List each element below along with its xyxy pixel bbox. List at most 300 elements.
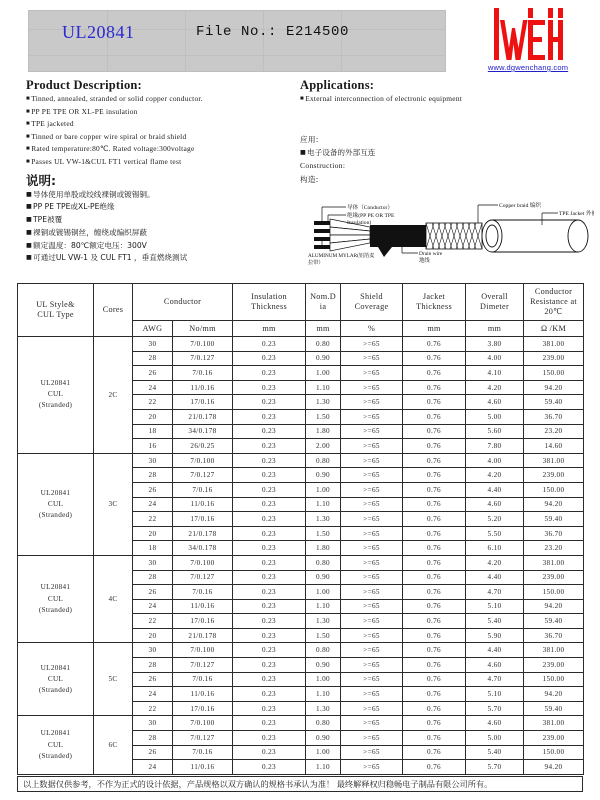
unit-nom-dia: mm [306, 321, 341, 337]
cell-awg: 26 [133, 366, 173, 381]
cell-conductor-resistance: 59.40 [524, 614, 584, 629]
construction-label-cn: 构造: [300, 175, 319, 185]
cell-conductor-resistance: 94.20 [524, 760, 584, 775]
cell-ul-style-l3: (Stranded) [38, 401, 73, 410]
cell-jacket-thickness: 0.76 [403, 745, 466, 760]
applications-list [300, 95, 596, 102]
cell-ul-style-l1: UL20841 [40, 488, 71, 497]
cell-shield-coverage: >=65 [341, 482, 403, 497]
cell-no-mm: 11/0.16 [173, 687, 233, 702]
col-shield-coverage-l2: Coverage [354, 302, 389, 311]
cell-shield-coverage: >=65 [341, 395, 403, 410]
cell-conductor-resistance: 239.00 [524, 468, 584, 483]
cell-insulation-thickness: 0.23 [233, 687, 306, 702]
cell-awg: 24 [133, 380, 173, 395]
cell-no-mm: 7/0.16 [173, 672, 233, 687]
cell-ul-style-l3: (Stranded) [38, 751, 73, 760]
cell-awg: 24 [133, 497, 173, 512]
cell-overall-dimeter: 5.50 [466, 526, 524, 541]
cell-shield-coverage: >=65 [341, 599, 403, 614]
cell-shield-coverage: >=65 [341, 526, 403, 541]
cell-nom-dia: 1.30 [306, 395, 341, 410]
company-website-link[interactable]: www.dgwenchang.com [487, 63, 569, 72]
cell-nom-dia: 1.80 [306, 541, 341, 556]
cell-shield-coverage: >=65 [341, 468, 403, 483]
diagram-label-braid: Copper braid 编织 [499, 203, 541, 210]
cell-awg: 18 [133, 424, 173, 439]
cell-shield-coverage: >=65 [341, 453, 403, 468]
cell-awg: 22 [133, 614, 173, 629]
cell-no-mm: 34/0.178 [173, 424, 233, 439]
cell-overall-dimeter: 6.10 [466, 541, 524, 556]
cell-nom-dia: 0.80 [306, 643, 341, 658]
product-description-title: Product Description: [26, 78, 142, 92]
cell-jacket-thickness: 0.76 [403, 380, 466, 395]
cell-no-mm: 11/0.16 [173, 760, 233, 775]
cell-awg: 26 [133, 482, 173, 497]
table-row [18, 555, 584, 570]
cell-no-mm: 7/0.100 [173, 643, 233, 658]
cell-jacket-thickness: 0.76 [403, 716, 466, 731]
cell-no-mm: 34/0.178 [173, 541, 233, 556]
cell-nom-dia: 0.90 [306, 570, 341, 585]
cell-insulation-thickness: 0.23 [233, 409, 306, 424]
cell-nom-dia: 0.80 [306, 716, 341, 731]
cell-awg: 28 [133, 468, 173, 483]
cell-conductor-resistance: 239.00 [524, 351, 584, 366]
cell-conductor-resistance: 59.40 [524, 512, 584, 527]
unit-overall: mm [466, 321, 524, 337]
cell-shield-coverage: >=65 [341, 628, 403, 643]
description-cn-list [26, 191, 311, 263]
col-nom-dia-l2: ia [319, 302, 327, 311]
cell-jacket-thickness: 0.76 [403, 701, 466, 716]
cell-awg: 28 [133, 570, 173, 585]
left-info-column [26, 78, 311, 267]
cell-shield-coverage: >=65 [341, 614, 403, 629]
cell-overall-dimeter: 4.20 [466, 468, 524, 483]
cell-conductor-resistance: 36.70 [524, 409, 584, 424]
cell-no-mm: 17/0.16 [173, 701, 233, 716]
cell-overall-dimeter: 4.00 [466, 351, 524, 366]
cell-no-mm: 21/0.178 [173, 628, 233, 643]
cell-jacket-thickness: 0.76 [403, 555, 466, 570]
cell-nom-dia: 0.80 [306, 555, 341, 570]
info-section [0, 78, 600, 276]
cell-insulation-thickness: 0.23 [233, 453, 306, 468]
cell-shield-coverage: >=65 [341, 687, 403, 702]
cell-insulation-thickness: 0.23 [233, 497, 306, 512]
cell-overall-dimeter: 5.40 [466, 745, 524, 760]
cell-cores: 6C [94, 716, 133, 774]
cell-awg: 30 [133, 337, 173, 352]
cell-shield-coverage: >=65 [341, 716, 403, 731]
cell-nom-dia: 1.30 [306, 614, 341, 629]
list-item: ■ Rated temperature:80℃. Rated voltage:300voltage [26, 145, 311, 152]
cell-insulation-thickness: 0.23 [233, 482, 306, 497]
cell-shield-coverage: >=65 [341, 643, 403, 658]
cell-ul-style-l2: CUL [47, 499, 64, 508]
cell-conductor-resistance: 381.00 [524, 555, 584, 570]
cell-overall-dimeter: 4.20 [466, 380, 524, 395]
cell-conductor-resistance: 94.20 [524, 380, 584, 395]
cell-jacket-thickness: 0.76 [403, 424, 466, 439]
cell-conductor-resistance: 381.00 [524, 716, 584, 731]
cell-nom-dia: 0.80 [306, 453, 341, 468]
cell-nom-dia: 1.00 [306, 482, 341, 497]
cell-ul-style [18, 555, 94, 643]
cell-nom-dia: 1.10 [306, 760, 341, 775]
construction-label: Construction: [300, 161, 346, 171]
cell-insulation-thickness: 0.23 [233, 351, 306, 366]
col-jacket-thickness-l2: Thickness [416, 302, 452, 311]
cell-conductor-resistance: 94.20 [524, 599, 584, 614]
cell-jacket-thickness: 0.76 [403, 658, 466, 673]
col-conductor-resistance-l2: Resistance at [530, 296, 577, 306]
cell-nom-dia: 1.00 [306, 585, 341, 600]
cell-shield-coverage: >=65 [341, 555, 403, 570]
cell-insulation-thickness: 0.23 [233, 439, 306, 454]
cell-insulation-thickness: 0.23 [233, 745, 306, 760]
cell-ul-style-l3: (Stranded) [38, 686, 73, 695]
right-info-column [300, 78, 596, 272]
cell-jacket-thickness: 0.76 [403, 468, 466, 483]
diagram-label-conductor: 导体（Conductor） [347, 205, 393, 212]
cell-ul-style-l1: UL20841 [40, 379, 71, 388]
cell-conductor-resistance: 150.00 [524, 366, 584, 381]
cell-jacket-thickness: 0.76 [403, 482, 466, 497]
cell-insulation-thickness: 0.23 [233, 628, 306, 643]
cell-shield-coverage: >=65 [341, 366, 403, 381]
cell-ul-style-l2: CUL [47, 594, 64, 603]
cell-no-mm: 11/0.16 [173, 599, 233, 614]
cell-awg: 16 [133, 439, 173, 454]
cell-awg: 24 [133, 599, 173, 614]
cell-no-mm: 7/0.16 [173, 585, 233, 600]
applications-title: Applications: [300, 78, 375, 92]
cell-overall-dimeter: 5.90 [466, 628, 524, 643]
cell-jacket-thickness: 0.76 [403, 541, 466, 556]
cell-no-mm: 17/0.16 [173, 395, 233, 410]
cell-overall-dimeter: 5.00 [466, 409, 524, 424]
cell-awg: 28 [133, 658, 173, 673]
cell-no-mm: 7/0.127 [173, 658, 233, 673]
diagram-label-jacket: TPE Jacket 外被 [559, 211, 594, 218]
cell-awg: 30 [133, 716, 173, 731]
cell-jacket-thickness: 0.76 [403, 409, 466, 424]
cell-jacket-thickness: 0.76 [403, 672, 466, 687]
list-item: ■ External interconnection of electronic equipment [300, 95, 596, 102]
cell-shield-coverage: >=65 [341, 570, 403, 585]
cell-ul-style-l3: (Stranded) [38, 510, 73, 519]
cell-shield-coverage: >=65 [341, 337, 403, 352]
diagram-label-drain-1: Drain wire [419, 251, 443, 258]
cell-insulation-thickness: 0.23 [233, 366, 306, 381]
cell-overall-dimeter: 5.60 [466, 424, 524, 439]
cell-nom-dia: 1.10 [306, 497, 341, 512]
cell-ul-style [18, 716, 94, 774]
cell-shield-coverage: >=65 [341, 424, 403, 439]
col-ul-style-l1: UL Style& [36, 299, 75, 309]
cell-overall-dimeter: 4.10 [466, 366, 524, 381]
cell-nom-dia: 1.50 [306, 526, 341, 541]
cell-no-mm: 7/0.100 [173, 337, 233, 352]
wch-logo-icon [492, 6, 564, 62]
cell-ul-style [18, 453, 94, 555]
unit-no-mm: No/mm [173, 321, 233, 337]
cell-nom-dia: 1.50 [306, 409, 341, 424]
cell-awg: 18 [133, 541, 173, 556]
list-item: ■ Tinned or bare copper wire spiral or braid shield [26, 133, 311, 140]
file-number: File No.: E214500 [196, 24, 350, 40]
cell-shield-coverage: >=65 [341, 380, 403, 395]
cell-conductor-resistance: 239.00 [524, 570, 584, 585]
cell-awg: 28 [133, 351, 173, 366]
cell-conductor-resistance: 59.40 [524, 395, 584, 410]
cell-shield-coverage: >=65 [341, 658, 403, 673]
cell-conductor-resistance: 23.20 [524, 541, 584, 556]
cell-conductor-resistance: 36.70 [524, 628, 584, 643]
col-shield-coverage [341, 284, 403, 321]
cell-conductor-resistance: 94.20 [524, 497, 584, 512]
cell-jacket-thickness: 0.76 [403, 497, 466, 512]
cell-ul-style-l1: UL20841 [40, 729, 71, 738]
cell-conductor-resistance: 150.00 [524, 745, 584, 760]
cell-nom-dia: 0.90 [306, 351, 341, 366]
cell-insulation-thickness: 0.23 [233, 424, 306, 439]
cell-overall-dimeter: 4.40 [466, 570, 524, 585]
list-item: ■ 额定温度：80℃额定电压：300V [26, 242, 311, 250]
col-shield-coverage-l1: Shield [360, 291, 383, 301]
footer-note: 以上数据仅供参考，不作为正式的设计依据，产品规格以双方确认的规格书承认为准！ 最终解释权归稳畅电子制品有限公司所有。 [17, 776, 583, 792]
cell-nom-dia: 0.90 [306, 731, 341, 746]
cell-overall-dimeter: 4.70 [466, 672, 524, 687]
specification-table [17, 283, 584, 775]
cell-insulation-thickness: 0.23 [233, 731, 306, 746]
company-logo[interactable] [468, 6, 588, 72]
cell-jacket-thickness: 0.76 [403, 351, 466, 366]
cell-insulation-thickness: 0.23 [233, 555, 306, 570]
cell-shield-coverage: >=65 [341, 439, 403, 454]
list-item: ■ PP PE TPE或XL-PE绝缘 [26, 203, 311, 211]
cell-nom-dia: 1.10 [306, 380, 341, 395]
ul-style-code: UL20841 [62, 22, 135, 42]
col-nom-dia [306, 284, 341, 321]
cell-nom-dia: 0.90 [306, 468, 341, 483]
cell-conductor-resistance: 381.00 [524, 453, 584, 468]
cell-awg: 20 [133, 526, 173, 541]
specification-table-wrapper [17, 283, 583, 775]
cell-jacket-thickness: 0.76 [403, 760, 466, 775]
cell-awg: 30 [133, 453, 173, 468]
unit-awg: AWG [133, 321, 173, 337]
cell-insulation-thickness: 0.23 [233, 380, 306, 395]
diagram-label-drain-2: 地线 [419, 258, 430, 265]
cell-ul-style-l1: UL20841 [40, 663, 71, 672]
cell-shield-coverage: >=65 [341, 409, 403, 424]
cell-no-mm: 7/0.100 [173, 555, 233, 570]
cell-nom-dia: 1.00 [306, 672, 341, 687]
applications-title-cn: 应用: [300, 134, 319, 144]
cell-no-mm: 11/0.16 [173, 497, 233, 512]
cell-no-mm: 7/0.16 [173, 745, 233, 760]
cell-cores: 2C [94, 337, 133, 454]
cell-shield-coverage: >=65 [341, 731, 403, 746]
cell-conductor-resistance: 150.00 [524, 585, 584, 600]
diagram-label-insulation-2: Insulation) [347, 220, 372, 227]
cell-insulation-thickness: 0.23 [233, 395, 306, 410]
cell-conductor-resistance: 239.00 [524, 731, 584, 746]
list-item: ■ 可通过UL VW-1 及 CUL FT1 ，垂直燃烧测试 [26, 254, 311, 262]
cell-awg: 20 [133, 628, 173, 643]
cell-insulation-thickness: 0.23 [233, 716, 306, 731]
cell-jacket-thickness: 0.76 [403, 570, 466, 585]
cell-shield-coverage: >=65 [341, 672, 403, 687]
cell-jacket-thickness: 0.76 [403, 366, 466, 381]
cell-conductor-resistance: 381.00 [524, 643, 584, 658]
unit-shield: % [341, 321, 403, 337]
cell-insulation-thickness: 0.23 [233, 760, 306, 775]
cell-overall-dimeter: 5.10 [466, 599, 524, 614]
cell-awg: 26 [133, 745, 173, 760]
cell-cores: 5C [94, 643, 133, 716]
cell-insulation-thickness: 0.23 [233, 512, 306, 527]
cell-overall-dimeter: 4.60 [466, 497, 524, 512]
cell-jacket-thickness: 0.76 [403, 337, 466, 352]
cell-awg: 20 [133, 409, 173, 424]
col-jacket-thickness [403, 284, 466, 321]
cell-awg: 22 [133, 395, 173, 410]
col-insulation-thickness-l1: Insulation [251, 291, 287, 301]
col-overall-dimeter-l2: Dimeter [480, 302, 509, 311]
cell-insulation-thickness: 0.23 [233, 468, 306, 483]
cell-conductor-resistance: 381.00 [524, 337, 584, 352]
cell-no-mm: 7/0.100 [173, 716, 233, 731]
cell-insulation-thickness: 0.23 [233, 643, 306, 658]
table-header-row-1 [18, 284, 584, 321]
cell-jacket-thickness: 0.76 [403, 526, 466, 541]
cell-insulation-thickness: 0.23 [233, 337, 306, 352]
page-header [0, 0, 600, 78]
cell-jacket-thickness: 0.76 [403, 643, 466, 658]
cell-overall-dimeter: 3.80 [466, 337, 524, 352]
col-conductor-resistance [524, 284, 584, 321]
cell-shield-coverage: >=65 [341, 541, 403, 556]
cell-ul-style-l2: CUL [47, 390, 64, 399]
list-item: ■ TPE jacketed [26, 120, 311, 127]
cell-conductor-resistance: 36.70 [524, 526, 584, 541]
cell-jacket-thickness: 0.76 [403, 687, 466, 702]
cell-overall-dimeter: 5.10 [466, 687, 524, 702]
cell-awg: 24 [133, 687, 173, 702]
cell-no-mm: 17/0.16 [173, 512, 233, 527]
cell-ul-style [18, 337, 94, 454]
cell-conductor-resistance: 150.00 [524, 482, 584, 497]
cell-overall-dimeter: 4.60 [466, 716, 524, 731]
cell-overall-dimeter: 4.00 [466, 453, 524, 468]
diagram-label-insulation-1: 绝缘(PP PE OR TPE [347, 213, 395, 220]
cable-construction-diagram [306, 191, 594, 267]
cell-nom-dia: 1.50 [306, 628, 341, 643]
table-header [18, 284, 584, 337]
cell-nom-dia: 2.00 [306, 439, 341, 454]
cell-conductor-resistance: 23.20 [524, 424, 584, 439]
list-item: ■ TPE被覆 [26, 216, 311, 224]
cell-awg: 30 [133, 555, 173, 570]
cell-insulation-thickness: 0.23 [233, 658, 306, 673]
cell-shield-coverage: >=65 [341, 512, 403, 527]
cell-jacket-thickness: 0.76 [403, 614, 466, 629]
cell-shield-coverage: >=65 [341, 745, 403, 760]
cell-nom-dia: 1.10 [306, 599, 341, 614]
cell-insulation-thickness: 0.23 [233, 599, 306, 614]
col-ul-style [18, 284, 94, 337]
cell-insulation-thickness: 0.23 [233, 526, 306, 541]
diagram-label-mylar-1: ALUMINUM MYLAR(铝箔麦 [308, 253, 375, 260]
cell-jacket-thickness: 0.76 [403, 599, 466, 614]
col-cores: Cores [94, 284, 133, 337]
cell-ul-style-l2: CUL [47, 674, 64, 683]
cell-jacket-thickness: 0.76 [403, 731, 466, 746]
cell-insulation-thickness: 0.23 [233, 701, 306, 716]
list-item: ■ 电子设备的外部互连 [300, 149, 596, 157]
product-description-list [26, 95, 311, 165]
table-body [18, 337, 584, 775]
cell-no-mm: 7/0.16 [173, 482, 233, 497]
unit-insulation: mm [233, 321, 306, 337]
col-overall-dimeter-l1: Overall [481, 291, 508, 301]
cell-insulation-thickness: 0.23 [233, 614, 306, 629]
cell-ul-style-l2: CUL [47, 740, 64, 749]
list-item: ■ Tinned, annealed, stranded or solid copper conductor. [26, 95, 311, 102]
diagram-label-mylar-2: 拉带） [308, 260, 324, 267]
col-insulation-thickness [233, 284, 306, 321]
list-item: ■ Passes UL VW-1&CUL FT1 vertical flame test [26, 158, 311, 165]
cell-no-mm: 26/0.25 [173, 439, 233, 454]
cell-no-mm: 7/0.127 [173, 570, 233, 585]
col-conductor: Conductor [133, 284, 233, 321]
cell-jacket-thickness: 0.76 [403, 395, 466, 410]
cell-no-mm: 7/0.127 [173, 351, 233, 366]
cell-conductor-resistance: 59.40 [524, 701, 584, 716]
unit-jacket: mm [403, 321, 466, 337]
cell-overall-dimeter: 7.80 [466, 439, 524, 454]
cell-jacket-thickness: 0.76 [403, 585, 466, 600]
cell-overall-dimeter: 5.20 [466, 512, 524, 527]
cell-insulation-thickness: 0.23 [233, 672, 306, 687]
cell-awg: 30 [133, 643, 173, 658]
col-jacket-thickness-l1: Jacket [422, 291, 446, 301]
cell-nom-dia: 0.90 [306, 658, 341, 673]
cell-no-mm: 7/0.16 [173, 366, 233, 381]
col-overall-dimeter [466, 284, 524, 321]
col-conductor-resistance-l1: Conductor [534, 286, 573, 296]
cell-jacket-thickness: 0.76 [403, 453, 466, 468]
cell-conductor-resistance: 239.00 [524, 658, 584, 673]
cell-jacket-thickness: 0.76 [403, 512, 466, 527]
cell-insulation-thickness: 0.23 [233, 541, 306, 556]
cell-jacket-thickness: 0.76 [403, 628, 466, 643]
cell-no-mm: 21/0.178 [173, 409, 233, 424]
col-conductor-resistance-l3: 20℃ [544, 307, 563, 317]
cell-shield-coverage: >=65 [341, 497, 403, 512]
cell-conductor-resistance: 14.60 [524, 439, 584, 454]
list-item: ■ PP PE TPE OR XL-PE insulation [26, 108, 311, 115]
cell-conductor-resistance: 94.20 [524, 687, 584, 702]
cell-nom-dia: 1.10 [306, 687, 341, 702]
cell-no-mm: 11/0.16 [173, 380, 233, 395]
cell-awg: 22 [133, 512, 173, 527]
